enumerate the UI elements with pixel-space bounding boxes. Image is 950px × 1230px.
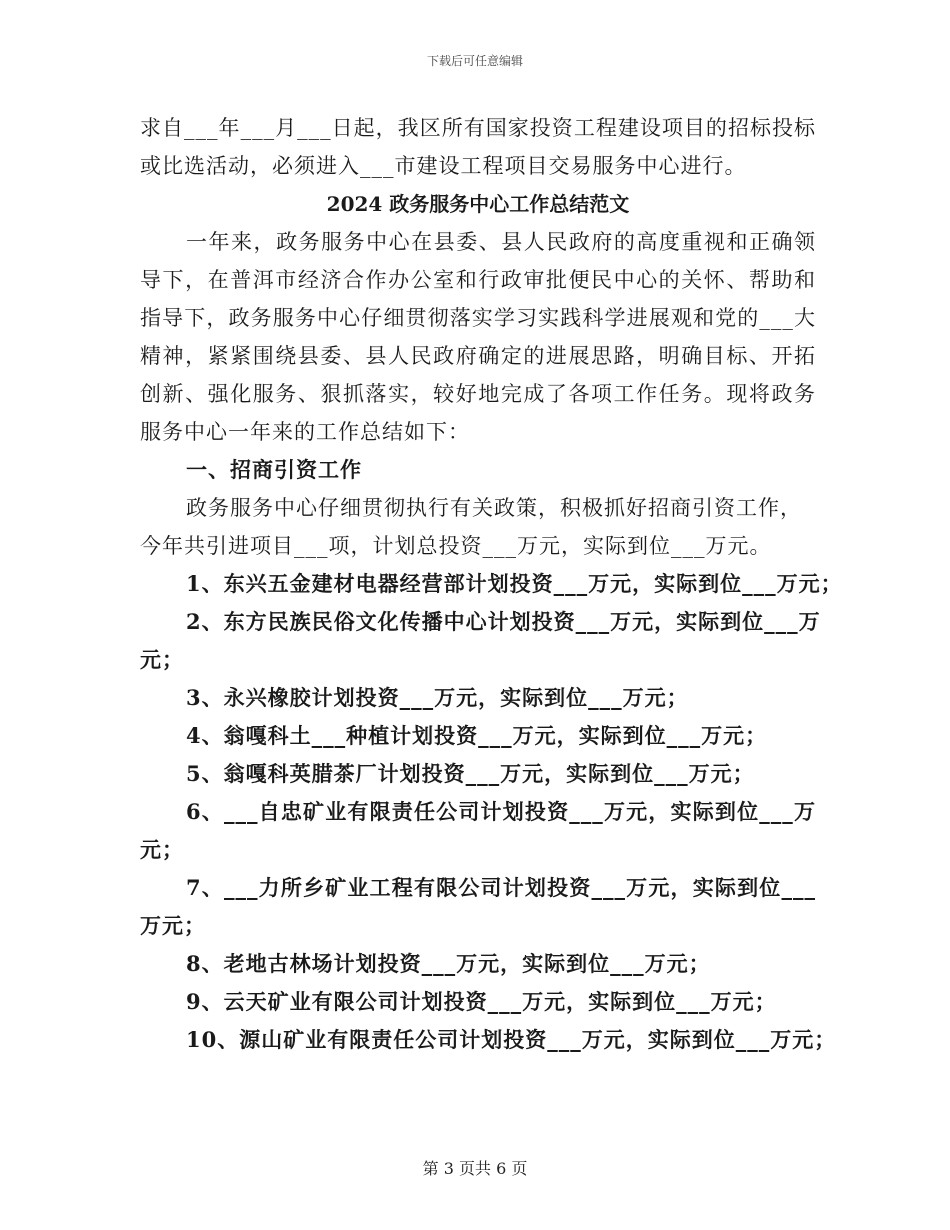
list-item: 4、翁嘎科土___种植计划投资___万元，实际到位___万元； bbox=[186, 723, 768, 748]
list-item: 8、老地古林场计划投资___万元，实际到位___万元； bbox=[186, 951, 711, 976]
intro-line-2: 或比选活动，必须进入___市建设工程项目交易服务中心进行。 bbox=[140, 154, 747, 178]
page-footer: 第 3 页共 6 页 bbox=[422, 1159, 528, 1178]
paragraph-1-line-3: 指导下，政务服务中心仔细贯彻落实学习实践科学进展观和党的___大 bbox=[140, 306, 816, 330]
list-item: 3、永兴橡胶计划投资___万元，实际到位___万元； bbox=[186, 685, 689, 710]
intro-line-1: 求自___年___月___日起，我区所有国家投资工程建设项目的招标投标 bbox=[140, 116, 816, 140]
paragraph-2-line-1: 政务服务中心仔细贯彻执行有关政策，积极抓好招商引资工作， bbox=[186, 496, 802, 520]
paragraph-2-line-2: 今年共引进项目___项，计划总投资___万元，实际到位___万元。 bbox=[140, 534, 772, 558]
list-item-continuation: 元； bbox=[140, 837, 184, 862]
list-item: 2、东方民族民俗文化传播中心计划投资___万元，实际到位___万 bbox=[186, 609, 821, 634]
list-item: 6、___自忠矿业有限责任公司计划投资___万元，实际到位___万 bbox=[186, 799, 816, 824]
list-item: 9、云天矿业有限公司计划投资___万元，实际到位___万元； bbox=[186, 989, 777, 1014]
paragraph-1-line-5: 创新、强化服务、狠抓落实，较好地完成了各项工作任务。现将政务 bbox=[140, 382, 816, 406]
document-title: 2024 政务服务中心工作总结范文 bbox=[326, 192, 630, 216]
document-body bbox=[140, 111, 843, 1061]
list-item-continuation: 万元； bbox=[140, 913, 206, 938]
list-item: 1、东兴五金建材电器经营部计划投资___万元，实际到位___万元； bbox=[186, 571, 843, 596]
list-item: 5、翁嘎科英腊茶厂计划投资___万元，实际到位___万元； bbox=[186, 761, 755, 786]
list-item-continuation: 元； bbox=[140, 647, 184, 672]
list-item: 10、源山矿业有限责任公司计划投资___万元，实际到位___万元； bbox=[186, 1027, 837, 1052]
paragraph-1-line-2: 导下，在普洱市经济合作办公室和行政审批便民中心的关怀、帮助和 bbox=[140, 268, 816, 292]
paragraph-1-line-6: 服务中心一年来的工作总结如下： bbox=[140, 420, 470, 444]
paragraph-1-line-4: 精神，紧紧围绕县委、县人民政府确定的进展思路，明确目标、开拓 bbox=[140, 344, 816, 368]
paragraph-1-line-1: 一年来，政务服务中心在县委、县人民政府的高度重视和正确领 bbox=[186, 230, 816, 254]
section-heading: 一、招商引资工作 bbox=[186, 457, 362, 482]
page-header: 下载后可任意编辑 bbox=[426, 54, 523, 68]
list-item: 7、___力所乡矿业工程有限公司计划投资___万元，实际到位___ bbox=[186, 875, 816, 900]
